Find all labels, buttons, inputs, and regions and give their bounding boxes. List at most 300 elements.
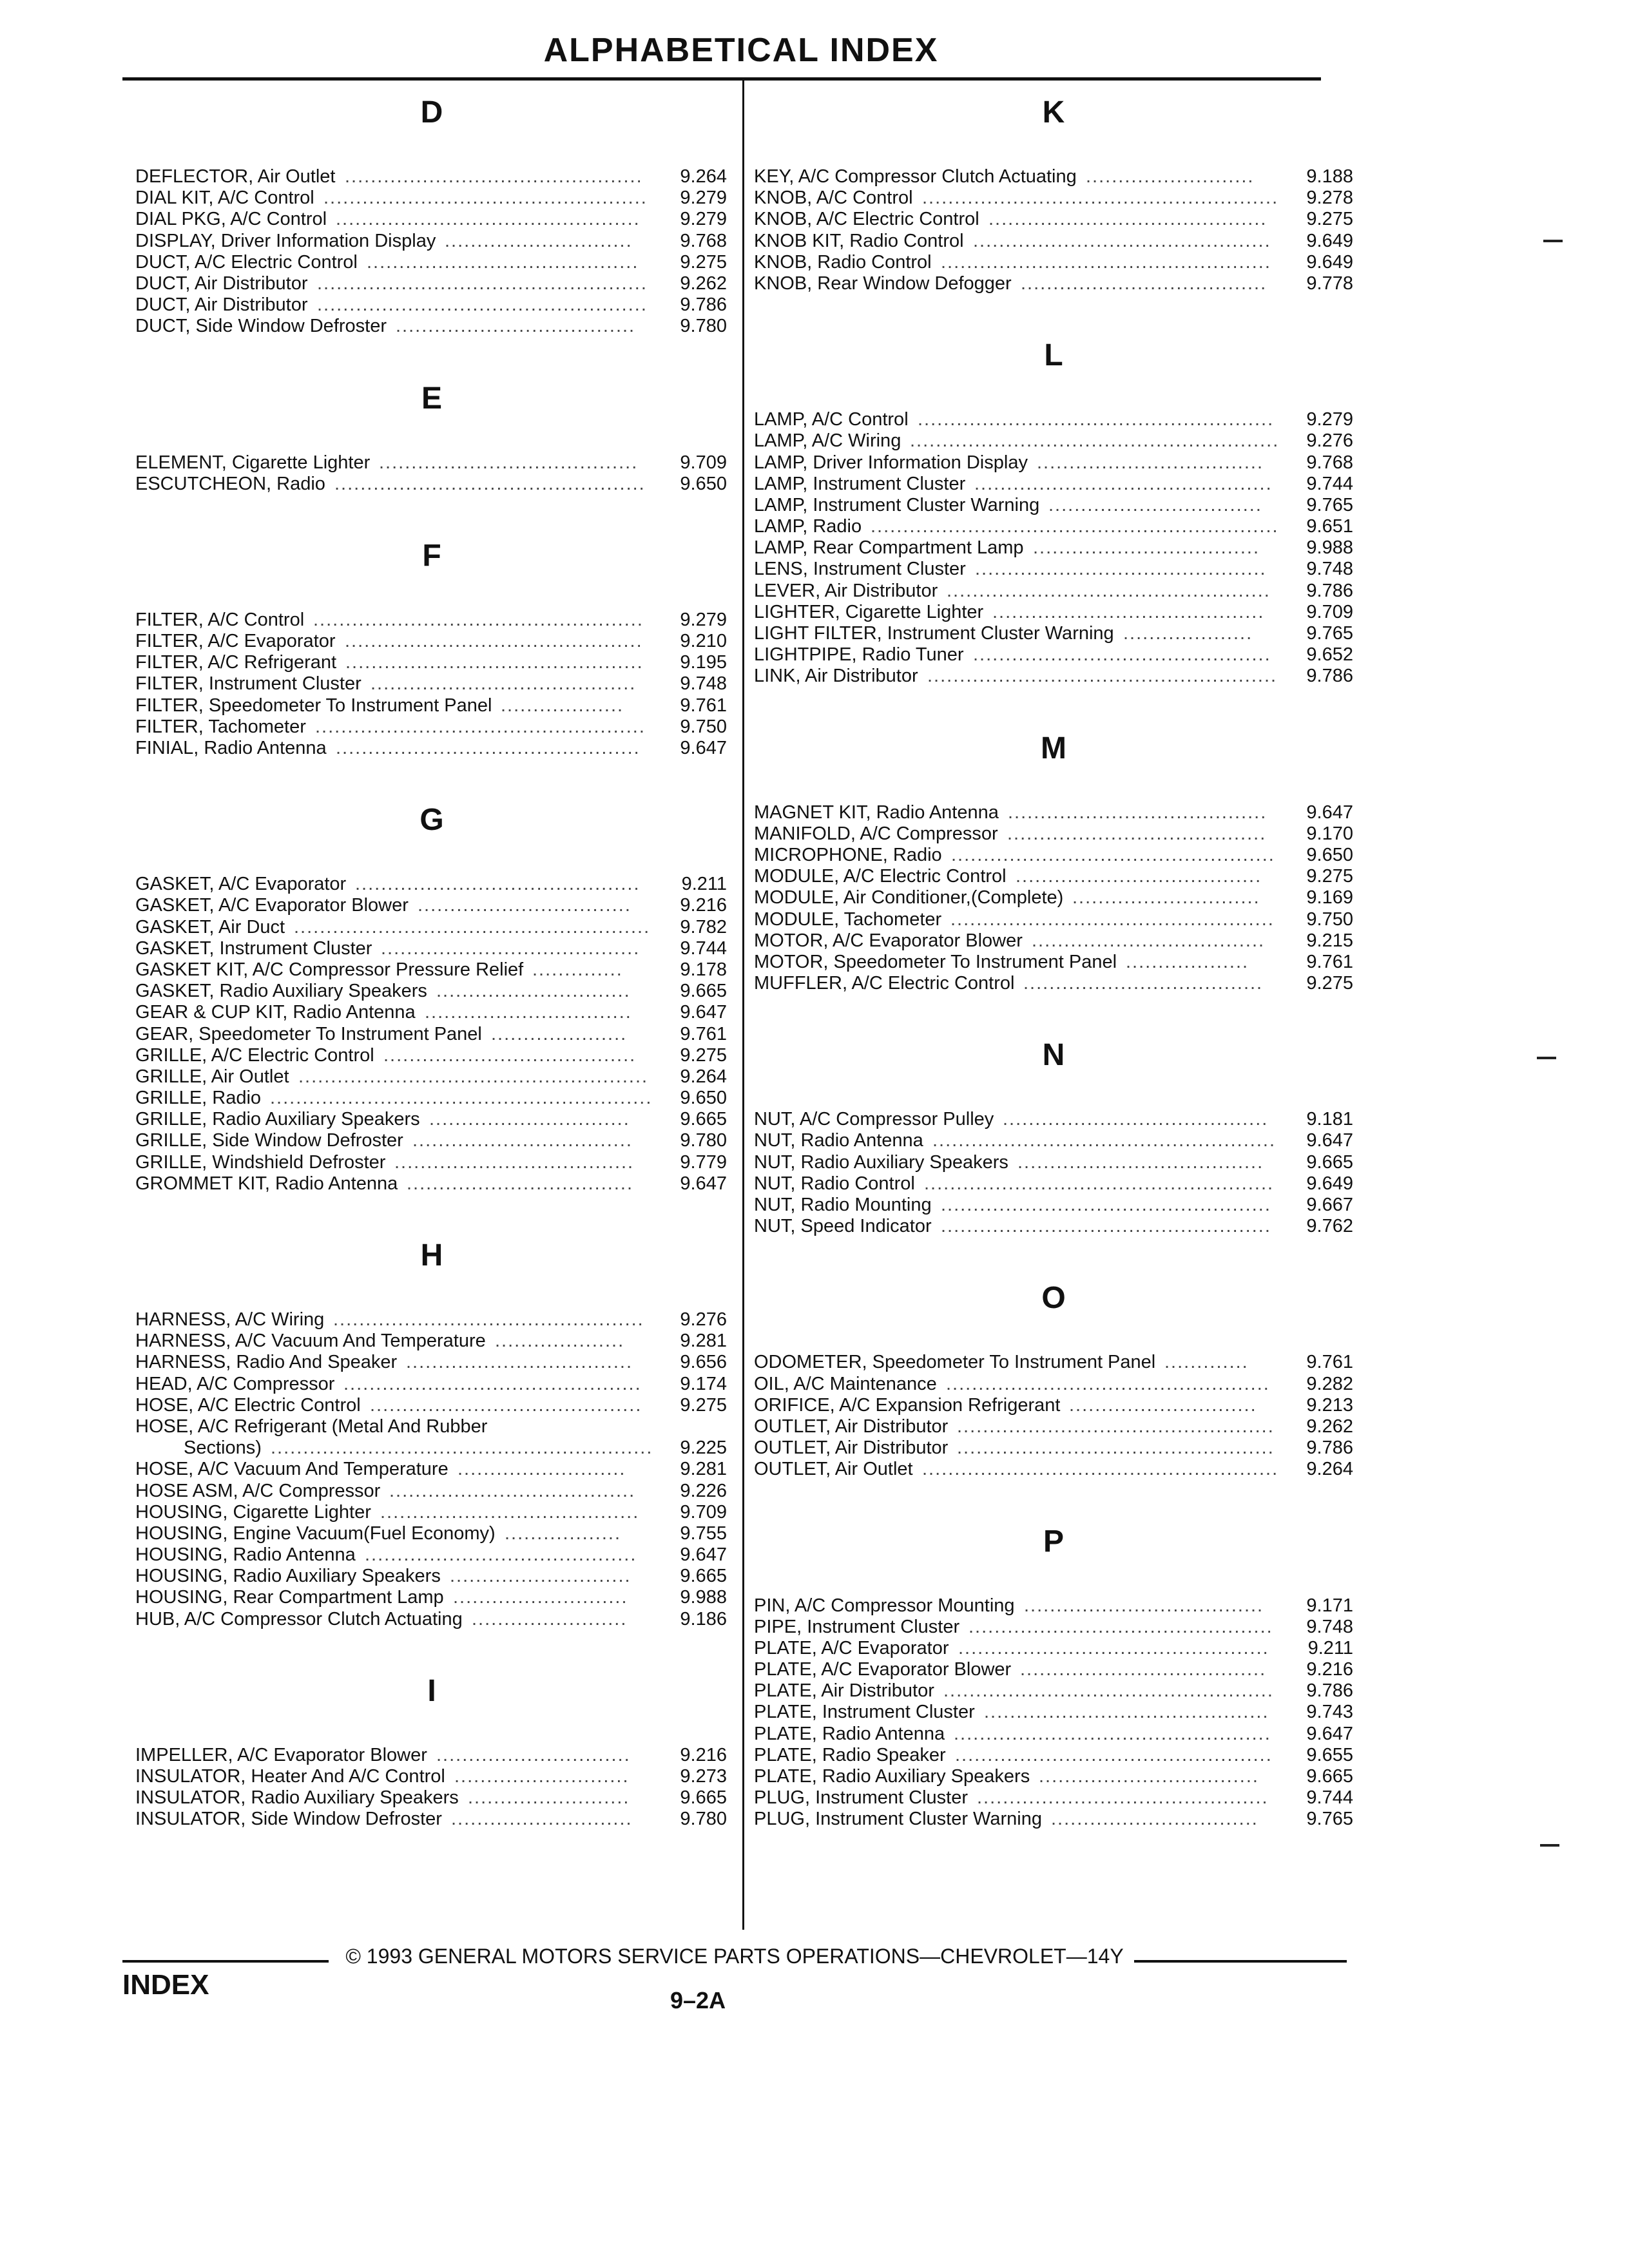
dot-leader: .................................................. <box>946 1373 1270 1394</box>
entry-page: 9.778 <box>1306 273 1353 294</box>
entry-page: 9.779 <box>680 1151 727 1173</box>
index-entry <box>754 1130 1353 1151</box>
index-entry <box>754 1680 1353 1702</box>
index-section-f <box>135 533 728 759</box>
dot-leader: ......................................................... <box>910 430 1280 452</box>
entry-page: 9.765 <box>1306 1809 1353 1830</box>
entry-page: 9.647 <box>1306 1723 1353 1744</box>
entry-name: DUCT, Air Distributor <box>135 294 308 316</box>
dot-leader: ..................................... <box>394 1151 635 1173</box>
entry-page: 9.988 <box>680 1587 727 1608</box>
section-letter: F <box>422 538 441 573</box>
entry-page: 9.786 <box>680 294 727 316</box>
entry-page: 9.780 <box>680 1809 727 1830</box>
entry-page: 9.652 <box>1306 644 1353 666</box>
index-entry <box>754 1352 1353 1373</box>
index-entry <box>135 1331 728 1352</box>
entry-name: PLATE, A/C Evaporator <box>754 1637 949 1658</box>
dot-leader: .......................................... <box>370 1394 642 1416</box>
index-entry <box>754 1459 1353 1480</box>
dot-leader: ...................................... <box>1017 1151 1264 1173</box>
index-section-i <box>135 1669 728 1831</box>
dot-leader: ......................... <box>468 1787 630 1809</box>
index-entry <box>135 1309 728 1331</box>
index-entry <box>135 631 728 652</box>
index-section-e <box>135 376 728 495</box>
entry-name: PLATE, Radio Antenna <box>754 1723 945 1744</box>
dot-leader: ......................................... <box>371 673 637 695</box>
entry-page: 9.744 <box>1306 1787 1353 1809</box>
entry-name: NUT, Radio Mounting <box>754 1195 932 1215</box>
entry-name: PLATE, Radio Speaker <box>754 1744 946 1765</box>
entry-page: 9.275 <box>1306 973 1353 994</box>
dot-leader: ................................................. <box>954 1723 1271 1744</box>
dot-leader: ............................................. <box>975 559 1267 580</box>
dot-leader: ..................................... <box>396 316 636 337</box>
entry-page: 9.744 <box>680 937 727 959</box>
entry-name: KNOB, A/C Control <box>754 187 913 209</box>
index-entry <box>135 1152 728 1173</box>
entry-page: 9.275 <box>680 1044 727 1066</box>
entry-page: 9.665 <box>680 1566 727 1587</box>
dot-leader: ................................................. <box>955 1744 1273 1765</box>
entry-name: OUTLET, Air Distributor <box>754 1437 949 1459</box>
entry-page: 9.279 <box>1306 409 1353 430</box>
dot-leader: ................................................... <box>943 1680 1274 1702</box>
entry-page: 9.786 <box>1306 580 1353 601</box>
index-entry <box>754 452 1353 474</box>
entry-name: HOSE, A/C Refrigerant (Metal And Rubber <box>135 1416 488 1437</box>
entry-page: 9.768 <box>1306 452 1353 473</box>
entry-name: MOTOR, A/C Evaporator Blower <box>754 930 1023 951</box>
index-entry <box>754 666 1353 687</box>
entry-name: HOSE ASM, A/C Compressor <box>135 1480 381 1501</box>
entry-page: 9.761 <box>1306 1352 1353 1373</box>
entry-name: DIAL PKG, A/C Control <box>135 209 327 230</box>
entry-name: HARNESS, A/C Vacuum And Temperature <box>135 1331 486 1352</box>
index-entry <box>135 981 728 1002</box>
dot-leader: ....................................................... <box>918 409 1275 430</box>
entry-page: 9.743 <box>1306 1702 1353 1723</box>
entry-page: 9.647 <box>680 1002 727 1023</box>
entry-page: 9.649 <box>1306 1173 1353 1194</box>
entry-page: 9.178 <box>680 959 727 980</box>
entry-name: HOUSING, Radio Antenna <box>135 1544 356 1566</box>
dot-leader: ........................................................... <box>270 1088 653 1109</box>
entry-page: 9.748 <box>1306 559 1353 580</box>
entry-name: GRILLE, Side Window Defroster <box>135 1130 403 1151</box>
index-entry <box>135 1088 728 1109</box>
index-entry <box>754 1809 1353 1830</box>
dot-leader: ........................................ <box>379 452 639 473</box>
dot-leader: ................................. <box>418 895 631 916</box>
entry-page: 9.264 <box>680 1066 727 1087</box>
index-section-k <box>754 90 1353 294</box>
entry-page: 9.264 <box>680 166 727 187</box>
entry-page: 9.275 <box>680 251 727 273</box>
page-title: ALPHABETICAL INDEX <box>543 32 939 69</box>
dot-leader: .............................................. <box>343 1373 642 1394</box>
index-entry <box>754 209 1353 230</box>
entry-name: LENS, Instrument Cluster <box>754 559 966 580</box>
dot-leader: .................................................. <box>947 580 1271 601</box>
index-entry <box>135 1544 728 1566</box>
entry-page: 9.780 <box>680 1130 727 1151</box>
index-section-d <box>135 90 728 338</box>
entry-page: 9.709 <box>1306 601 1353 622</box>
index-entry <box>754 1374 1353 1395</box>
entry-name: LIGHT FILTER, Instrument Cluster Warning <box>754 623 1114 644</box>
index-entry <box>754 1152 1353 1173</box>
entry-page: 9.780 <box>680 316 727 337</box>
entry-name: HOUSING, Rear Compartment Lamp <box>135 1587 444 1608</box>
dot-leader: ........................... <box>454 1766 630 1787</box>
index-entry <box>135 187 728 209</box>
dot-leader: ................................................... <box>941 1216 1271 1237</box>
entry-name: LIGHTER, Cigarette Lighter <box>754 601 984 622</box>
dot-leader: ....................................................... <box>922 1459 1279 1480</box>
entry-name: MAGNET KIT, Radio Antenna <box>754 802 999 823</box>
entry-name: FILTER, A/C Refrigerant <box>135 652 337 673</box>
index-entry <box>754 909 1353 930</box>
dot-leader: ................................... <box>1037 452 1264 473</box>
entry-name: OIL, A/C Maintenance <box>754 1373 937 1394</box>
entry-name: NUT, Radio Antenna <box>754 1130 923 1151</box>
entry-page: 9.650 <box>680 473 727 494</box>
entry-page: 9.786 <box>1306 1680 1353 1702</box>
dot-leader: ...................................... <box>1020 1659 1267 1680</box>
entry-name: DIAL KIT, A/C Control <box>135 187 314 209</box>
entry-name: LAMP, A/C Wiring <box>754 430 901 452</box>
entry-name: GEAR, Speedometer To Instrument Panel <box>135 1023 482 1044</box>
entry-page: 9.226 <box>680 1480 727 1501</box>
entry-name: ESCUTCHEON, Radio <box>135 473 325 494</box>
index-entry <box>754 823 1353 845</box>
entry-page: 9.279 <box>680 209 727 230</box>
entry-page: 9.264 <box>1306 1459 1353 1480</box>
dot-leader: .................................... <box>1032 930 1266 951</box>
dot-leader: ................................... <box>406 1352 633 1373</box>
entry-name: PLATE, Instrument Cluster <box>754 1702 975 1723</box>
index-entry <box>135 673 728 695</box>
entry-page: 9.656 <box>680 1352 727 1373</box>
entry-name: HOUSING, Engine Vacuum(Fuel Economy) <box>135 1523 496 1544</box>
entry-page: 9.275 <box>1306 866 1353 887</box>
entry-page: 9.281 <box>680 1459 727 1480</box>
entry-name: MODULE, Tachometer <box>754 908 942 930</box>
entry-name: MANIFOLD, A/C Compressor <box>754 823 998 844</box>
dot-leader: ....................................... <box>383 1044 637 1066</box>
index-section-h <box>135 1233 728 1630</box>
margin-mark <box>1537 1057 1556 1059</box>
index-entry <box>135 695 728 716</box>
entry-page: 9.181 <box>1306 1109 1353 1130</box>
dot-leader: ...................................................... <box>924 1173 1275 1194</box>
entry-page: 9.768 <box>680 230 727 251</box>
dot-leader: .................................................. <box>950 908 1275 930</box>
index-entry <box>135 166 728 187</box>
dot-leader: ............................. <box>1072 887 1260 908</box>
entry-page: 9.215 <box>1306 930 1353 951</box>
entry-name: INSULATOR, Side Window Defroster <box>135 1809 442 1830</box>
entry-name: LAMP, A/C Control <box>754 409 909 430</box>
dot-leader: .................................. <box>1039 1766 1259 1787</box>
entry-page: 9.211 <box>1307 1637 1353 1658</box>
entry-name: ELEMENT, Cigarette Lighter <box>135 452 371 473</box>
index-entry <box>135 1173 728 1195</box>
section-letter: I <box>427 1673 436 1708</box>
entry-page: 9.262 <box>1306 1416 1353 1437</box>
index-entry <box>135 1437 728 1459</box>
index-entry <box>135 1566 728 1587</box>
index-entry <box>754 1617 1353 1638</box>
entry-page: 9.761 <box>680 1023 727 1044</box>
dot-leader: ................................. <box>1048 494 1262 515</box>
index-entry <box>754 1766 1353 1787</box>
dot-leader: ........................... <box>453 1587 628 1608</box>
dot-leader: ....................................................... <box>294 916 651 937</box>
dot-leader: ................... <box>1126 951 1249 972</box>
entry-page: 9.750 <box>680 716 727 737</box>
index-entry <box>754 1216 1353 1237</box>
index-entry <box>135 1066 728 1088</box>
index-entry <box>754 1724 1353 1745</box>
index-entry <box>135 1523 728 1544</box>
dot-leader: ...................................... <box>389 1480 636 1501</box>
entry-page: 9.647 <box>680 1544 727 1566</box>
entry-name: FILTER, Tachometer <box>135 716 306 737</box>
dot-leader: ............................................... <box>336 738 641 758</box>
entry-page: 9.755 <box>680 1523 727 1544</box>
entry-page: 9.195 <box>680 652 727 673</box>
entry-name: GEAR & CUP KIT, Radio Antenna <box>135 1002 416 1023</box>
index-entry <box>754 516 1353 537</box>
dot-leader: .............................. <box>436 981 631 1002</box>
entry-page: 9.276 <box>680 1309 727 1330</box>
index-entry <box>754 231 1353 252</box>
entry-name: FILTER, Speedometer To Instrument Panel <box>135 695 492 716</box>
entry-name: MODULE, Air Conditioner,(Complete) <box>754 887 1064 908</box>
dot-leader: .............................. <box>436 1744 631 1765</box>
entry-page: 9.171 <box>1306 1595 1353 1616</box>
index-entry <box>754 1195 1353 1216</box>
index-entry <box>135 959 728 981</box>
index-entry <box>754 187 1353 209</box>
section-letter: H <box>420 1238 443 1273</box>
entry-name: PLUG, Instrument Cluster Warning <box>754 1809 1042 1830</box>
copyright-notice: © 1993 GENERAL MOTORS SERVICE PARTS OPERATIONS—CHEVROLET—14Y <box>345 1945 1124 1968</box>
dot-leader: .................................................. <box>323 187 648 209</box>
index-entry <box>135 1395 728 1416</box>
index-entry <box>135 652 728 673</box>
index-entry <box>135 874 728 895</box>
entry-name: LAMP, Instrument Cluster <box>754 473 966 494</box>
index-entry <box>754 252 1353 273</box>
entry-page: 9.186 <box>680 1608 727 1629</box>
dot-leader: ...................................... <box>1016 866 1262 887</box>
index-entry <box>754 1173 1353 1195</box>
dot-leader: ..................................... <box>1023 973 1264 994</box>
entry-page: 9.665 <box>1306 1766 1353 1787</box>
entry-name: GASKET, Air Duct <box>135 916 285 937</box>
entry-name: IMPELLER, A/C Evaporator Blower <box>135 1744 427 1765</box>
dot-leader: ................................................ <box>958 1637 1269 1658</box>
section-letter: G <box>419 803 444 838</box>
dot-leader: ............................................. <box>977 1787 1269 1809</box>
dot-leader: ............................... <box>429 1109 630 1130</box>
index-entry <box>135 917 728 938</box>
index-entry <box>135 1481 728 1502</box>
page-number: 9–2A <box>670 1987 726 2013</box>
entry-name: LAMP, Instrument Cluster Warning <box>754 494 1040 515</box>
entry-name: OUTLET, Air Distributor <box>754 1416 949 1437</box>
index-entry <box>135 1766 728 1787</box>
entry-page: 9.651 <box>1306 516 1353 537</box>
index-entry <box>135 938 728 959</box>
dot-leader: ...................................................... <box>927 666 1278 687</box>
footer-rule-left <box>122 1960 329 1963</box>
entry-page: 9.988 <box>1306 537 1353 559</box>
index-entry <box>754 1702 1353 1723</box>
dot-leader: ........................................ <box>381 937 641 959</box>
entry-page: 9.744 <box>1306 473 1353 494</box>
section-letter: D <box>420 95 443 130</box>
index-entry <box>135 1109 728 1130</box>
section-letter: K <box>1042 95 1065 130</box>
index-entry <box>754 866 1353 887</box>
index-entry <box>135 1374 728 1395</box>
entry-page: 9.650 <box>680 1088 727 1109</box>
entry-page: 9.650 <box>1306 844 1353 865</box>
index-entry <box>135 1587 728 1608</box>
dot-leader: ........................................................... <box>271 1437 653 1459</box>
index-section-p <box>754 1519 1353 1831</box>
index-entry <box>754 845 1353 866</box>
index-entry <box>754 495 1353 516</box>
entry-name: GRILLE, Radio Auxiliary Speakers <box>135 1109 420 1130</box>
entry-name: ORIFICE, A/C Expansion Refrigerant <box>754 1394 1061 1416</box>
entry-page: 9.667 <box>1306 1195 1353 1215</box>
index-section-o <box>754 1276 1353 1480</box>
entry-page: 9.278 <box>1306 187 1353 209</box>
dot-leader: ............................................... <box>969 1616 1273 1637</box>
entry-name: MOTOR, Speedometer To Instrument Panel <box>754 951 1117 972</box>
entry-page: 9.762 <box>1306 1216 1353 1237</box>
entry-page: 9.765 <box>1306 494 1353 515</box>
dot-leader: .......................................... <box>367 251 639 273</box>
title-rule <box>122 77 1321 81</box>
section-letter: P <box>1043 1524 1064 1559</box>
dot-leader: ..................................................... <box>932 1130 1277 1151</box>
entry-name: FILTER, A/C Control <box>135 609 305 630</box>
entry-name: GASKET, Instrument Cluster <box>135 937 372 959</box>
index-entry <box>135 610 728 631</box>
entry-page: 9.709 <box>680 1501 727 1523</box>
entry-page: 9.761 <box>680 695 727 716</box>
entry-name: PIN, A/C Compressor Mounting <box>754 1595 1015 1616</box>
footer-rule-right <box>1134 1960 1347 1963</box>
entry-name: HOSE, A/C Vacuum And Temperature <box>135 1459 448 1480</box>
index-entry <box>135 895 728 916</box>
entry-name: HOUSING, Radio Auxiliary Speakers <box>135 1566 441 1587</box>
dot-leader: ............................ <box>451 1809 633 1830</box>
dot-leader: ............................................... <box>336 209 641 230</box>
entry-page: 9.665 <box>680 1109 727 1130</box>
index-entry <box>135 1002 728 1023</box>
entry-name: FILTER, Instrument Cluster <box>135 673 361 695</box>
entry-name: MUFFLER, A/C Electric Control <box>754 973 1015 994</box>
entry-name: MODULE, A/C Electric Control <box>754 866 1007 887</box>
dot-leader: ........................ <box>472 1608 628 1629</box>
dot-leader: ................................................. <box>957 1416 1275 1437</box>
entry-name: NUT, Speed Indicator <box>754 1216 932 1237</box>
entry-name: OUTLET, Air Outlet <box>754 1459 913 1480</box>
index-entry <box>135 1352 728 1373</box>
index-entry <box>135 1024 728 1045</box>
entry-name: GASKET, A/C Evaporator <box>135 874 347 895</box>
dot-leader: ................................................... <box>941 1195 1271 1215</box>
entry-name: PLATE, A/C Evaporator Blower <box>754 1659 1012 1680</box>
dot-leader: .................. <box>505 1523 622 1544</box>
index-entry <box>135 1459 728 1480</box>
entry-name: NUT, Radio Control <box>754 1173 915 1194</box>
dot-leader: .................... <box>1123 623 1253 644</box>
entry-name: DUCT, A/C Electric Control <box>135 251 358 273</box>
entry-name: LIGHTPIPE, Radio Tuner <box>754 644 964 666</box>
entry-page: 9.647 <box>1306 802 1353 823</box>
dot-leader: ................................................... <box>317 273 648 294</box>
entry-name: HOUSING, Cigarette Lighter <box>135 1501 371 1523</box>
entry-page: 9.665 <box>680 981 727 1002</box>
entry-page: 9.216 <box>1306 1659 1353 1680</box>
index-entry <box>754 1787 1353 1809</box>
index-entry <box>754 1416 1353 1437</box>
entry-name: GRILLE, A/C Electric Control <box>135 1044 374 1066</box>
entry-name: LAMP, Driver Information Display <box>754 452 1028 473</box>
dot-leader: ........................................... <box>988 209 1268 230</box>
dot-leader: .............................................. <box>974 473 1273 494</box>
index-entry <box>135 294 728 316</box>
dot-leader: .............................................. <box>345 652 644 673</box>
entry-page: 9.786 <box>1306 1437 1353 1459</box>
entry-name: NUT, A/C Compressor Pulley <box>754 1109 994 1130</box>
entry-name: GRILLE, Air Outlet <box>135 1066 289 1087</box>
entry-page: 9.786 <box>1306 666 1353 687</box>
entry-name: HEAD, A/C Compressor <box>135 1373 335 1394</box>
entry-name: KEY, A/C Compressor Clutch Actuating <box>754 166 1077 187</box>
index-entry <box>135 452 728 474</box>
index-entry <box>135 209 728 230</box>
footer-section-label: INDEX <box>122 1969 209 2001</box>
index-entry <box>135 273 728 294</box>
entry-page: 9.665 <box>680 1787 727 1809</box>
dot-leader: ...................................... <box>1021 273 1268 294</box>
index-entry <box>135 252 728 273</box>
entry-name: NUT, Radio Auxiliary Speakers <box>754 1151 1008 1173</box>
index-entry <box>754 166 1353 187</box>
entry-name: LAMP, Radio <box>754 516 862 537</box>
index-entry <box>754 430 1353 452</box>
dot-leader: .................... <box>495 1331 625 1352</box>
entry-name: PLUG, Instrument Cluster <box>754 1787 968 1809</box>
margin-mark <box>1543 240 1563 242</box>
dot-leader: ........................................ <box>380 1501 640 1523</box>
index-entry <box>754 973 1353 994</box>
dot-leader: ............................................................... <box>871 516 1279 537</box>
section-letter: O <box>1041 1281 1066 1316</box>
index-entry <box>135 1809 728 1830</box>
entry-page: 9.210 <box>680 631 727 652</box>
